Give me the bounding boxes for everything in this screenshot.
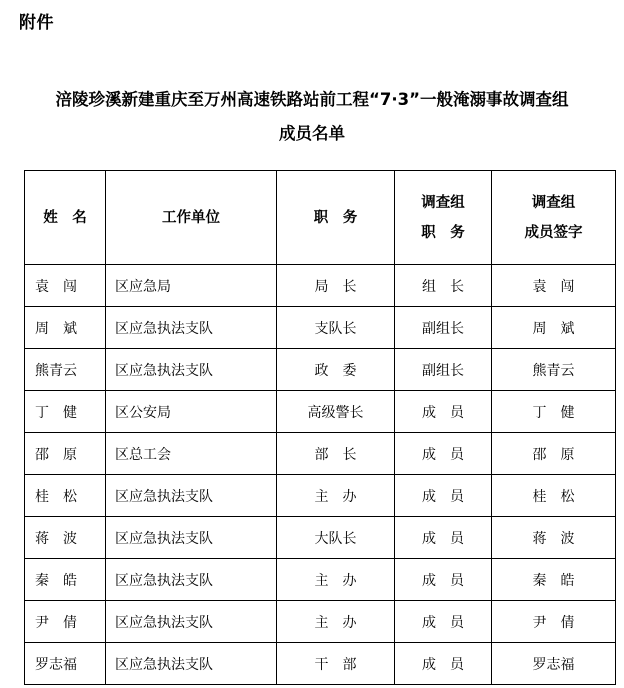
header-signature-line2: 成员签字 <box>524 224 583 241</box>
document-title: 涪陵珍溪新建重庆至万州高速铁路站前工程“7·3”一般淹溺事故调查组 <box>55 90 569 109</box>
cell-role: 组 长 <box>395 265 492 307</box>
table-row <box>25 475 616 517</box>
cell-position: 主 办 <box>277 475 395 517</box>
cell-position: 局 长 <box>277 265 395 307</box>
cell-unit: 区应急执法支队 <box>106 517 277 559</box>
cell-name: 罗志福 <box>25 643 106 685</box>
cell-unit: 区应急执法支队 <box>106 475 277 517</box>
cell-signature: 丁 健 <box>492 391 616 433</box>
cell-name: 秦 皓 <box>25 559 106 601</box>
cell-position: 支队长 <box>277 307 395 349</box>
cell-role: 成 员 <box>395 601 492 643</box>
cell-signature: 桂 松 <box>492 475 616 517</box>
cell-signature: 熊青云 <box>492 349 616 391</box>
cell-position: 主 办 <box>277 601 395 643</box>
cell-role: 成 员 <box>395 643 492 685</box>
cell-position: 政 委 <box>277 349 395 391</box>
cell-position: 部 长 <box>277 433 395 475</box>
member-roster-table <box>24 170 616 685</box>
cell-unit: 区应急执法支队 <box>106 559 277 601</box>
cell-role: 副组长 <box>395 349 492 391</box>
cell-role: 成 员 <box>395 433 492 475</box>
table-row <box>25 349 616 391</box>
cell-unit: 区应急局 <box>106 265 277 307</box>
table-row <box>25 601 616 643</box>
cell-role: 成 员 <box>395 475 492 517</box>
cell-name: 桂 松 <box>25 475 106 517</box>
cell-role: 成 员 <box>395 391 492 433</box>
cell-unit: 区公安局 <box>106 391 277 433</box>
cell-role: 副组长 <box>395 307 492 349</box>
cell-signature: 秦 皓 <box>492 559 616 601</box>
cell-name: 尹 倩 <box>25 601 106 643</box>
document-subtitle: 成员名单 <box>279 124 345 143</box>
header-signature <box>492 171 616 265</box>
table-row <box>25 391 616 433</box>
cell-name: 蒋 波 <box>25 517 106 559</box>
table-row <box>25 643 616 685</box>
cell-signature: 尹 倩 <box>492 601 616 643</box>
table-row <box>25 307 616 349</box>
header-position: 职 务 <box>277 171 395 265</box>
cell-role: 成 员 <box>395 517 492 559</box>
cell-name: 周 斌 <box>25 307 106 349</box>
cell-unit: 区应急执法支队 <box>106 643 277 685</box>
header-unit: 工作单位 <box>106 171 277 265</box>
cell-role: 成 员 <box>395 559 492 601</box>
attachment-label: 附件 <box>19 13 54 33</box>
header-signature-line1: 调查组 <box>531 194 576 211</box>
cell-name: 邵 原 <box>25 433 106 475</box>
cell-name: 熊青云 <box>25 349 106 391</box>
cell-unit: 区应急执法支队 <box>106 349 277 391</box>
cell-unit: 区总工会 <box>106 433 277 475</box>
table-row <box>25 517 616 559</box>
cell-unit: 区应急执法支队 <box>106 307 277 349</box>
header-group-role <box>395 171 492 265</box>
header-group-role-line2: 职 务 <box>421 224 465 241</box>
table-row <box>25 433 616 475</box>
cell-signature: 周 斌 <box>492 307 616 349</box>
cell-signature: 罗志福 <box>492 643 616 685</box>
cell-position: 高级警长 <box>277 391 395 433</box>
cell-position: 主 办 <box>277 559 395 601</box>
cell-name: 丁 健 <box>25 391 106 433</box>
cell-signature: 袁 闯 <box>492 265 616 307</box>
cell-name: 袁 闯 <box>25 265 106 307</box>
table-header-row <box>25 171 616 265</box>
cell-signature: 邵 原 <box>492 433 616 475</box>
cell-position: 干 部 <box>277 643 395 685</box>
header-name: 姓 名 <box>25 171 106 265</box>
cell-signature: 蒋 波 <box>492 517 616 559</box>
cell-unit: 区应急执法支队 <box>106 601 277 643</box>
header-group-role-line1: 调查组 <box>421 194 465 211</box>
cell-position: 大队长 <box>277 517 395 559</box>
table-row <box>25 265 616 307</box>
table-row <box>25 559 616 601</box>
